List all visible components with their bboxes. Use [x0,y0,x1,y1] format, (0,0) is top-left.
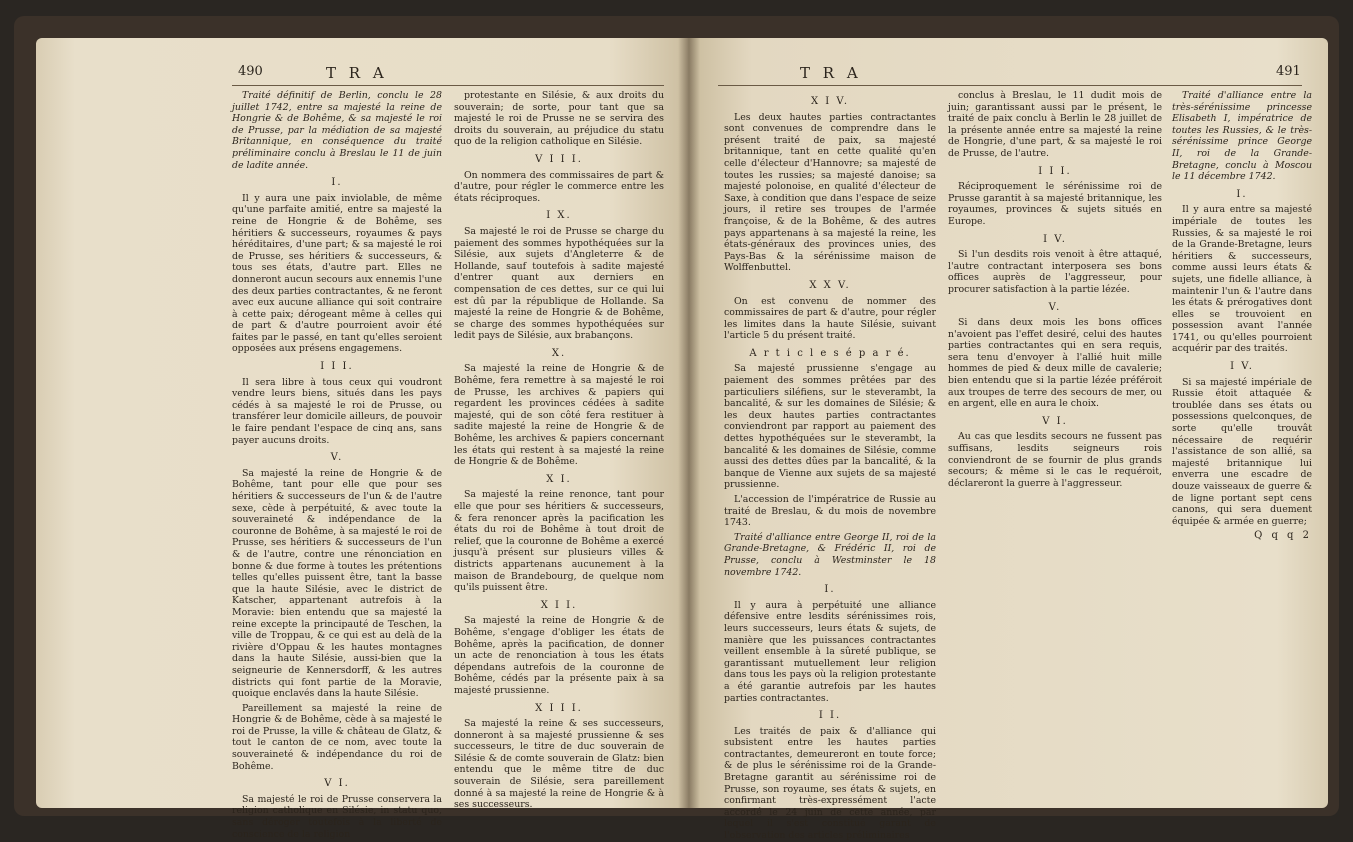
article-heading: V I. [324,778,350,790]
article-text: Réciproquement le sérénissime roi de Prusse garantit à sa majesté britannique, les royaumes, provinces & sujets situés en Europe. [948,181,1162,227]
article-heading: I. [1236,188,1248,200]
left-column-1 [232,90,442,840]
article-heading: V. [330,452,344,464]
article-text: Les deux hautes parties contractantes sont convenues de comprendre dans le présent traité de paix, sa majesté britannique, tant en cette qualité qu'en celle d'électeur d'Hannovre; sa majesté de toutes les russies; sa majesté danoise; sa majesté polonoise, en qualité d'électeur de Saxe, à condition que dans l'espace de seize jours, il retire ses troupes de l'armée françoise, & de la Bohême, & des autres pays appartenans à sa majesté la reine, les états-généraux des provinces unies, des Pays-Bas & la sérénissime maison de Wolffenbuttel. [724,111,936,274]
article-heading: X X V. [809,279,851,291]
page-number: 491 [1276,64,1301,79]
article-text: Sa majesté la reine & ses successeurs, donneront à sa majesté prussienne & ses successeurs, le titre de duc souverain de Silésie & de comte souverain de Glatz: bien entendu que le même titre de duc souverain de Silésie, sera pareillement donné à sa majesté la reine de Hongrie & à ses successeurs. [454,718,664,811]
article-heading: I. [331,177,343,189]
right-column-2 [948,90,1162,794]
right-page [688,38,1328,842]
article-text: Si sa majesté impériale de Russie étoit attaquée & troublée dans ses états ou possessions quelconques, de sorte qu'elle trouvât nécessaire de requérir l'assistance de son allié, sa majesté britannique lui enverra une escadre de douze vaisseaux de guerre & de ligne portant sept cens canons, qui sera duement équipée & armée en guerre; [1172,376,1312,527]
article-heading: V I. [1042,415,1068,427]
article-heading: I V. [1230,361,1254,373]
article-text: Sa majesté la reine de Hongrie & de Bohême, tant pour elle que pour ses héritiers & successeurs de l'un & de l'autre sexe, cède à perpétuité, & avec toute la souveraineté & indépendance de la couronne de Bohême, à sa majesté le roi de Prusse, ses héritiers & successeurs de l'un & de l'autre, contre une rénonciation en bonne & due forme à toutes les prétentions telles qu'elles puissent être, tant la basse que la haute Silésie, avec le district de Katscher, appartenant autrefois à la Moravie: bien entendu que sa majesté la reine excepte la principauté de Teschen, la ville de Troppau, & ce qui est au delà de la rivière d'Oppau & les hautes montagnes dans la haute Silésie, aussi-bien que la seigneurie de Kennersdorff, & les autres districts qui font partie de la Moravie, quoique enclavés dans la haute Silésie. [232,467,442,700]
article-heading: I I I. [320,361,354,373]
article-text: L'accession de l'impératrice de Russie au traité de Breslau, & du mois de novembre 1743. [724,494,936,529]
header-rule [232,85,664,86]
article-text: On nommera des commissaires de part & d'autre, pour régler le commerce entre les états réciproques. [454,169,664,204]
article-heading: I I. [818,710,842,722]
article-heading: X. [551,347,567,359]
treaty-title: Traité d'alliance entre George II, roi de la Grande-Bretagne, & Frédéric II, roi de Prusse, conclu à Westminster le 18 novembre 1742. [724,531,936,578]
right-column-1 [724,90,936,842]
article-text: Il y aura entre sa majesté impériale de toutes les Russies, & sa majesté le roi de la Grande-Bretagne, leurs héritiers & successeurs, comme aussi leurs états & sujets, une fidelle alliance, à maintenir l'un & l'autre dans les états & prérogatives dont elles se trouvoient en possession avant l'année 1741, ou qu'elles pourroient acquérir par des traités. [1172,204,1312,355]
article-heading: X I I I. [535,702,583,714]
article-heading: I V. [1043,233,1067,245]
article-heading: V. [1048,301,1062,313]
article-text: Si dans deux mois les bons offices n'avoient pas l'effet desiré, celui des hautes parties contractantes qui en sera requis, sera tenu d'envoyer à l'allié huit mille hommes de pied & deux mille de cavalerie; bien entendu que si la partie lézée préféroit aux troupes de terre des secours de mer, ou en argent, elle en aura le choix. [948,317,1162,410]
article-text: Pareillement sa majesté la reine de Hongrie & de Bohême, cède à sa majesté le roi de Prusse, la ville & château de Glatz, & tout le canton de ce nom, avec toute la souveraineté & indépendance du roi de Bohême. [232,702,442,772]
left-page [36,38,688,840]
article-heading: X I V. [810,96,850,107]
header-rule [718,85,1302,86]
running-head: T R A [326,64,388,82]
article-heading: I X. [546,210,572,222]
book-spread [14,16,1339,842]
left-column-2 [454,90,664,811]
article-heading: X I. [546,473,572,485]
article-text: Il y aura une paix inviolable, de même qu'une parfaite amitié, entre sa majesté la reine de Hongrie & de Bohême, ses héritiers & successeurs, royaumes & pays héréditaires, d'une part; & sa majesté le roi de Prusse, ses héritiers & successeurs, & tous ses états, d'autre part. Elles ne donneront aucun secours aux ennemis l'une des deux parties contractantes, & ne feront avec eux aucune alliance qui soit contraire à cette paix; dérogeant même à celles qui de part & d'autre pourroient avoir été faites par le passé, en tant qu'elles seroient opposées aux présens engagemens. [232,192,442,355]
article-text: conclus à Breslau, le 11 dudit mois de juin; garantissant aussi par le présent, le traité de paix conclu à Berlin le 28 juillet de la présente année entre sa majesté la reine de Hongrie, d'une part, & sa majesté le roi de Prusse, de l'autre. [948,90,1162,159]
article-text: Il y aura à perpétuité une alliance défensive entre lesdits sérénissimes rois, leurs successeurs, leurs états & sujets, de manière que les puissances contractantes veillent ensemble à la sûreté publique, se garantissant mutuellement leur religion dans tous les pays où la religion protestante a été garantie autrefois par les hautes parties contractantes. [724,599,936,704]
running-head: T R A [800,64,862,82]
article-heading: V I I I. [535,153,583,165]
article-text: Sa majesté le roi de Prusse se charge du paiement des sommes hypothéquées sur la Silésie, aux sujets d'Angleterre & de Hollande, sauf toutefois à sadite majesté d'entrer quant aux derniers en compensation de ces dettes, sur ce qui lui est dû par la république de Hollande. Sa majesté la reine de Hongrie & de Bohême, se charge des sommes hypothéquées sur ledit pays de Silésie, aux brabançons. [454,225,664,342]
right-column-3 [1172,90,1312,794]
article-text: Sa majesté le roi de Prusse conservera la religion catholique en Silésie, in statu quo, sans déroger toutefois à la liberté de conscience de la religion [232,793,442,840]
book-gutter [678,38,700,808]
article-text: Au cas que lesdits secours ne fussent pas suffisans, lesdits seigneurs rois conviendront de se fournir de plus grands secours; & même si le cas le requéroit, déclareront la guerre à l'aggresseur. [948,431,1162,489]
article-heading: A r t i c l e s é p a r é. [749,347,911,359]
article-heading: I. [824,584,836,596]
treaty-title: Traité définitif de Berlin, conclu le 28 juillet 1742, entre sa majesté la reine de Hongrie & de Bohême, & sa majesté le roi de Prusse, par la médiation de sa majesté Britannique, en conséquence du traité préliminaire conclu à Breslau le 11 de juin de ladite année. [232,90,442,171]
article-text: Sa majesté prussienne s'engage au paiement des sommes prêtées par des particuliers siléfiens, sur le steverambt, la bancalité, & sur les domaines de Silésie; & les deux hautes parties contractantes conviendront par rapport au paiement des dettes hypothéquées sur le steverambt, la bancalité & les domaines de Silésie, comme aussi des dettes dûes par la bancalité, & la banque de Vienne aux sujets de sa majesté prussienne. [724,363,936,491]
treaty-title: Traité d'alliance entre la très-sérénissime princesse Elisabeth I, impératrice de toutes les Russies, & le très-sérénissime prince George II, roi de la Grande-Bretagne, conclu à Moscou le 11 décembre 1742. [1172,90,1312,183]
article-text: Sa majesté la reine de Hongrie & de Bohême, fera remettre à sa majesté le roi de Prusse, les archives & papiers qui regardent les provinces cédées à sadite majesté, qui de son côté fera restituer à sadite majesté la reine de Hongrie & de Bohême, les archives & papiers concernant les états qui restent à sa majesté la reine de Hongrie & de Bohême. [454,363,664,468]
catchword: Q q q 2 [1254,530,1312,542]
article-text: Il sera libre à tous ceux qui voudront vendre leurs biens, situés dans les pays cédés à sa majesté le roi de Prusse, ou transférer leur domicile ailleurs, de pouvoir le faire pendant l'espace de cinq ans, sans payer aucuns droits. [232,376,442,446]
article-text: Sa majesté la reine de Hongrie & de Bohême, s'engage d'obliger les états de Bohême, après la pacification, de donner un acte de renonciation à tous les états dépendans autrefois de la couronne de Bohême, cédés par la présente paix à sa majesté prussienne. [454,615,664,696]
article-text: On est convenu de nommer des commissaires de part & d'autre, pour régler les limites dans la haute Silésie, suivant l'article 5 du présent traité. [724,295,936,342]
page-number: 490 [238,64,263,79]
article-text: protestante en Silésie, & aux droits du souverain; de sorte, pour tant que sa majesté le roi de Prusse ne se servira des droits du souverain, au préjudice du statu quo de la religion catholique en Silésie. [454,90,664,148]
article-text: Sa majesté la reine renonce, tant pour elle que pour ses héritiers & successeurs, & fera renoncer après la pacification les états du roi de Bohême à tout droit de relief, que la couronne de Bohême a exercé jusqu'à présent sur plusieurs villes & districts appartenans aucunement à la maison de Brandebourg, de quelque nom qu'ils puissent être. [454,489,664,594]
article-text: Si l'un desdits rois venoit à être attaqué, l'autre contractant interposera ses bons offices auprès de l'aggresseur, pour procurer satisfaction à la partie lézée. [948,249,1162,295]
article-heading: I I I. [1038,165,1072,177]
article-text: Les traités de paix & d'alliance qui subsistent entre les hautes parties contractantes, demeureront en toute force; & de plus le sérénissime roi de la Grande-Bretagne garantit au sérénissime roi de Prusse, son royaume, ses états & sujets, en confirmant très-expressément l'acte accordé le 24 juin de cette année, par lequel il s'est constitué garant de l'observation des articles préliminaires [724,725,936,842]
article-heading: X I I. [540,599,578,611]
